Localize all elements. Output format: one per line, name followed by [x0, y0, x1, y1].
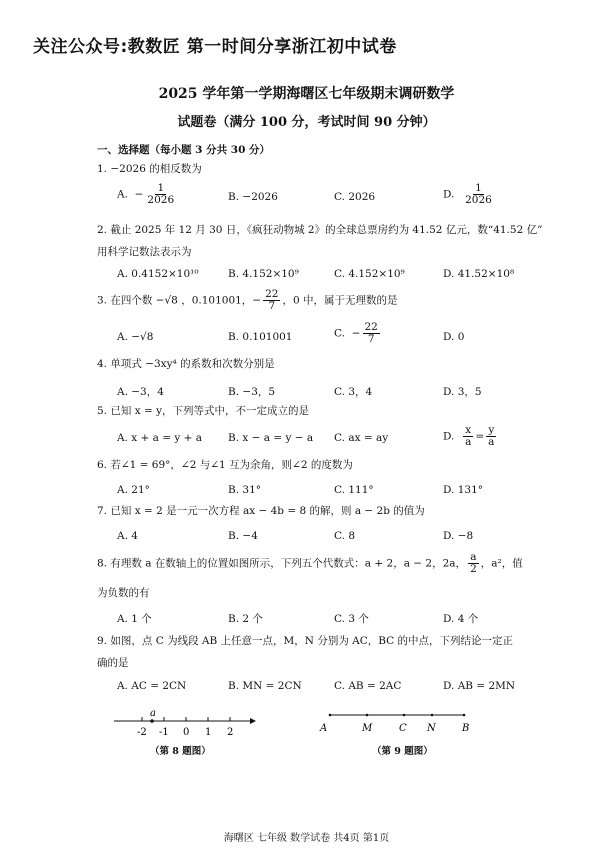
q7-option-c: C. 8	[334, 530, 356, 542]
fig9-point-n	[431, 714, 434, 717]
q7-option-b: B. −4	[228, 530, 258, 542]
q4-stem: 4. 单项式 −3xy⁴ 的系数和次数分别是	[97, 358, 275, 370]
q9-option-d: D. AB = 2MN	[443, 680, 516, 692]
fig8-tick-label: 0	[183, 727, 190, 738]
fig8-caption: （第 8 题图）	[150, 746, 211, 757]
q6-option-c: C. 111°	[334, 484, 374, 496]
page-footer: 海曙区 七年级 数学试卷 共4页 第1页	[223, 833, 390, 844]
fig9-point-m	[366, 714, 369, 717]
q9-stem-line1: 9. 如图，点 C 为线段 AB 上任意一点，M，N 分别为 AC，BC 的中点，下列结论一定正	[97, 635, 514, 647]
fig8-number-line	[110, 706, 260, 740]
q1-option-c: C. 2026	[334, 191, 376, 203]
q2-stem-line1: 2. 截止 2025 年 12 月 30 日，《疯狂动物城 2》的全球总票房约为 41.52 亿元，数“41.52 亿”	[97, 224, 543, 236]
q8-option-c: C. 3 个	[334, 613, 369, 625]
q3-option-b: B. 0.101001	[228, 331, 293, 343]
q4-option-a: A. −3，4	[117, 386, 164, 398]
q1-option-b: B. −2026	[228, 191, 278, 203]
fig9-point-b	[463, 714, 466, 717]
fig9-point-a	[329, 714, 332, 717]
q4-option-d: D. 3，5	[443, 386, 482, 398]
q9-option-b: B. MN = 2CN	[228, 680, 302, 692]
q5-option-b: B. x − a = y − a	[228, 432, 314, 444]
banner: 关注公众号:教数匠 第一时间分享浙江初中试卷	[33, 37, 397, 57]
fig8-point-label: a	[150, 708, 156, 719]
q3-option-d: D. 0	[443, 331, 465, 343]
q1-option-d: D. $\frac{1}{2026}$	[443, 182, 492, 207]
q2-option-b: B. 4.152×10⁹	[228, 268, 299, 280]
exam-title: 2025 学年第一学期海曙区七年级期末调研数学	[158, 86, 455, 102]
fig9-caption: （第 9 题图）	[372, 746, 433, 757]
q5-option-a: A. x + a = y + a	[117, 432, 203, 444]
q9-option-a: A. AC = 2CN	[117, 680, 187, 692]
fig9-label: B	[462, 723, 470, 734]
q3-stem: 3. 在四个数 −√8 ，0.101001，− $\frac{22}{7}$ ，0 中，属于无理数的是	[97, 288, 398, 313]
exam-subtitle: 试题卷（满分 100 分，考试时间 90 分钟）	[177, 115, 436, 130]
fig8-point-a	[150, 719, 154, 723]
q6-stem: 6. 若∠1 = 69°，∠2 与∠1 互为余角，则∠2 的度数为	[97, 459, 353, 471]
q7-option-d: D. −8	[443, 530, 474, 542]
fig9-label: N	[427, 723, 436, 734]
q8-stem-line1: 8. 有理数 a 在数轴上的位置如图所示，下列五个代数式：a + 2，a − 2，2a， $\frac{a}{2}$ ，a²，值	[97, 551, 523, 576]
q2-option-d: D. 41.52×10⁸	[443, 268, 515, 280]
fig9-point-c	[403, 714, 406, 717]
q6-option-d: D. 131°	[443, 484, 484, 496]
fig8-tick-label: -1	[159, 727, 169, 738]
q9-stem-line2: 确的是	[97, 657, 129, 669]
fig9-label: A	[320, 723, 328, 734]
q8-stem-line2: 为负数的有	[97, 587, 150, 599]
q4-option-c: C. 3，4	[334, 386, 373, 398]
q5-option-d: D. $\frac{x}{a}$ = $\frac{y}{a}$	[443, 424, 495, 449]
q6-option-b: B. 31°	[228, 484, 262, 496]
q8-option-b: B. 2 个	[228, 613, 263, 625]
q7-option-a: A. 4	[117, 530, 138, 542]
q2-stem-line2: 用科学记数法表示为	[97, 246, 192, 258]
q5-stem: 5. 已知 x = y，下列等式中，不一定成立的是	[97, 405, 310, 417]
q3-option-a: A. −√8	[117, 331, 154, 343]
fig8-tick-label: 1	[205, 727, 212, 738]
q9-option-c: C. AB = 2AC	[334, 680, 402, 692]
q2-option-a: A. 0.4152×10¹⁰	[117, 268, 199, 280]
q5-option-c: C. ax = ay	[334, 432, 389, 444]
q8-option-d: D. 4 个	[443, 613, 479, 625]
fig8-axis-arrow	[250, 718, 256, 724]
fig9-label: C	[399, 723, 407, 734]
fig9-label: M	[362, 723, 373, 734]
q3-option-c: C. − $\frac{22}{7}$	[334, 321, 378, 346]
fig8-tick-label: 2	[227, 727, 234, 738]
q2-option-c: C. 4.152×10⁹	[334, 268, 405, 280]
q1-option-a: A. − $\frac{1}{2026}$	[117, 182, 175, 207]
section-heading: 一、选择题（每小题 3 分共 30 分）	[97, 144, 271, 156]
q1-stem: 1. −2026 的相反数为	[97, 163, 202, 175]
fig8-tick-label: -2	[137, 727, 147, 738]
q8-option-a: A. 1 个	[117, 613, 152, 625]
q6-option-a: A. 21°	[117, 484, 150, 496]
q7-stem: 7. 已知 x = 2 是一元一次方程 ax − 4b = 8 的解，则 a − 2b 的值为	[97, 505, 425, 517]
fig9-segment-figure	[312, 710, 482, 736]
q4-option-b: B. −3，5	[228, 386, 276, 398]
